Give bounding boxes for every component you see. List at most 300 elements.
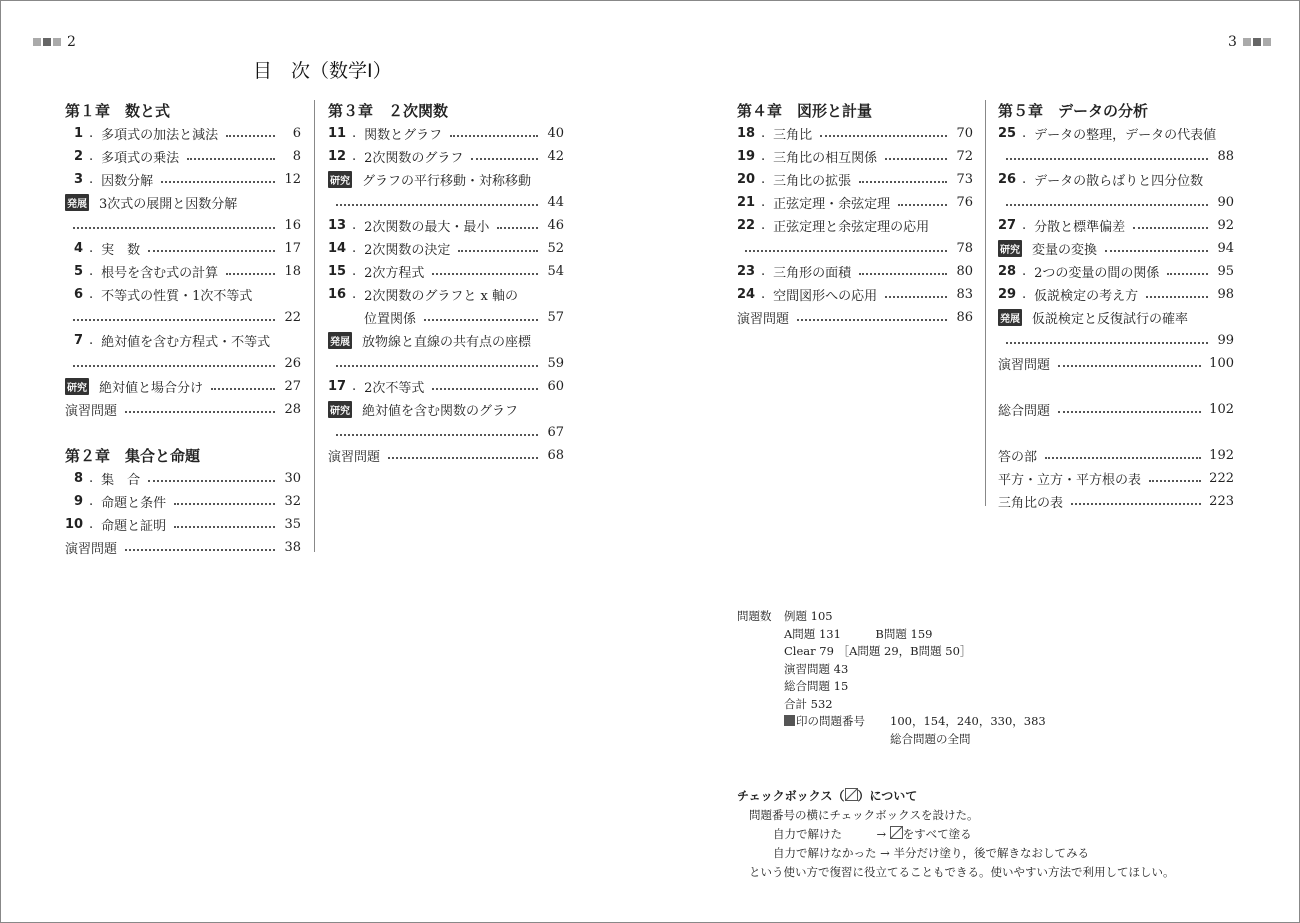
- entry-number: 16: [328, 287, 347, 302]
- entry-badge: 研究: [328, 401, 352, 418]
- toc-entry[interactable]: [998, 283, 1234, 306]
- entry-number: 24: [737, 287, 756, 302]
- entry-number: 23: [737, 264, 756, 279]
- toc-entry[interactable]: [328, 214, 564, 237]
- count-line: 演習問題 43: [784, 661, 849, 676]
- toc-continuation[interactable]: [328, 191, 564, 214]
- toc-continuation[interactable]: [328, 306, 564, 329]
- entry-number-dot: .: [89, 172, 94, 187]
- entry-page: 192: [1209, 448, 1234, 463]
- entry-number-dot: .: [352, 149, 357, 164]
- dot-leader: [211, 388, 275, 390]
- checkbox-icon: [890, 826, 903, 839]
- decorative-squares-icon: [1243, 38, 1271, 46]
- toc-entry[interactable]: [737, 283, 973, 306]
- entry-page: 88: [1217, 149, 1234, 164]
- toc-entry[interactable]: [328, 260, 564, 283]
- entry-number: 17: [328, 379, 347, 394]
- entry-number-dot: .: [89, 494, 94, 509]
- toc-entry[interactable]: [328, 168, 564, 191]
- dot-leader: [1006, 158, 1208, 160]
- dot-leader: [471, 158, 538, 160]
- entry-number-dot: .: [89, 471, 94, 486]
- toc-entry[interactable]: [998, 237, 1234, 260]
- entry-page: 94: [1217, 241, 1234, 256]
- dot-leader: [125, 411, 275, 413]
- entry-page: 86: [956, 310, 973, 325]
- toc-entry[interactable]: [328, 283, 564, 306]
- entry-number-dot: .: [352, 379, 357, 394]
- dot-leader: [432, 388, 538, 390]
- toc-entry[interactable]: [998, 467, 1234, 490]
- toc-entry[interactable]: [737, 122, 973, 145]
- toc-entry[interactable]: [998, 122, 1234, 145]
- entry-title: 絶対値と場合分け: [99, 381, 204, 396]
- entry-number-dot: .: [352, 218, 357, 233]
- entry-number: 2: [73, 149, 83, 164]
- toc-column-4: [998, 99, 1234, 513]
- toc-entry[interactable]: [65, 398, 301, 421]
- entry-number-dot: .: [761, 149, 766, 164]
- entry-title: 答の部: [998, 450, 1038, 465]
- toc-entry[interactable]: [65, 168, 301, 191]
- entry-number-dot: .: [761, 218, 766, 233]
- entry-page: 32: [284, 494, 301, 509]
- toc-entry[interactable]: [328, 444, 564, 467]
- note-title-a: チェックボックス（: [737, 789, 845, 803]
- entry-number: 14: [328, 241, 347, 256]
- entry-title: 2次方程式: [364, 266, 425, 281]
- toc-entry[interactable]: [65, 237, 301, 260]
- blank-row: [998, 421, 1234, 444]
- checkbox-note: [737, 787, 1175, 882]
- dot-leader: [187, 158, 275, 160]
- toc-entry[interactable]: [65, 513, 301, 536]
- entry-title: 2次関数の最大・最小: [364, 220, 490, 235]
- toc-entry[interactable]: [998, 352, 1234, 375]
- entry-title: 放物線と直線の共有点の座標: [362, 335, 532, 350]
- toc-entry[interactable]: [65, 375, 301, 398]
- entry-number: 9: [73, 494, 83, 509]
- dot-leader: [1105, 250, 1208, 252]
- toc-entry[interactable]: [998, 490, 1234, 513]
- entry-number-dot: .: [89, 126, 94, 141]
- toc-entry[interactable]: [998, 214, 1234, 237]
- entry-page: 95: [1217, 264, 1234, 279]
- entry-page: 26: [284, 356, 301, 371]
- toc-continuation[interactable]: [328, 352, 564, 375]
- chapter-heading: 第２章 集合と命題: [65, 447, 201, 465]
- toc-entry[interactable]: [65, 283, 301, 306]
- entry-number-dot: .: [1022, 218, 1027, 233]
- entry-page: 92: [1217, 218, 1234, 233]
- entry-title: 演習問題: [737, 312, 790, 327]
- dot-leader: [497, 227, 538, 229]
- toc-entry[interactable]: [328, 375, 564, 398]
- entry-title: 正弦定理と余弦定理の応用: [773, 220, 930, 235]
- entry-page: 52: [547, 241, 564, 256]
- dot-leader: [161, 181, 275, 183]
- dot-leader: [174, 503, 275, 505]
- marked-extra: 総合問題の全問: [890, 731, 971, 746]
- entry-number: 11: [328, 126, 347, 141]
- entry-title: 空間図形への応用: [773, 289, 878, 304]
- entry-number-dot: .: [89, 149, 94, 164]
- entry-page: 73: [956, 172, 973, 187]
- toc-column-1: [65, 99, 301, 559]
- entry-title: 多項式の加法と減法: [101, 128, 219, 143]
- toc-entry[interactable]: [737, 168, 973, 191]
- entry-title: 集 合: [101, 473, 141, 488]
- entry-number-dot: .: [89, 264, 94, 279]
- dot-leader: [336, 204, 538, 206]
- dot-leader: [226, 273, 275, 275]
- entry-number: 5: [73, 264, 83, 279]
- entry-number: 10: [65, 517, 84, 532]
- blank-row: [998, 375, 1234, 398]
- toc-continuation[interactable]: [65, 214, 301, 237]
- entry-title: 2次不等式: [364, 381, 425, 396]
- entry-title: データの散らばりと四分位数: [1034, 174, 1204, 189]
- entry-number-dot: .: [1022, 264, 1027, 279]
- toc-entry[interactable]: [737, 191, 973, 214]
- dot-leader: [226, 135, 275, 137]
- entry-badge: 発展: [328, 332, 352, 349]
- dot-leader: [1133, 227, 1208, 229]
- marked-label: 印の問題番号: [796, 714, 865, 728]
- toc-continuation[interactable]: [737, 237, 973, 260]
- toc-entry[interactable]: [65, 329, 301, 352]
- entry-number: 20: [737, 172, 756, 187]
- entry-badge: 発展: [65, 194, 89, 211]
- entry-badge: 研究: [998, 240, 1022, 257]
- entry-page: 80: [956, 264, 973, 279]
- chapter-heading: 第１章 数と式: [65, 102, 171, 120]
- entry-number: 22: [737, 218, 756, 233]
- entry-title: 平方・立方・平方根の表: [998, 473, 1142, 488]
- entry-page: 222: [1209, 471, 1234, 486]
- entry-title: 演習問題: [65, 404, 118, 419]
- entry-page: 76: [956, 195, 973, 210]
- toc-entry[interactable]: [65, 490, 301, 513]
- entry-page: 98: [1217, 287, 1234, 302]
- dot-leader: [148, 250, 275, 252]
- note-line2a: 自力で解けた →: [773, 827, 887, 841]
- checkbox-icon: [845, 788, 858, 801]
- toc-entry[interactable]: [737, 145, 973, 168]
- entry-number: 18: [737, 126, 756, 141]
- entry-page: 223: [1209, 494, 1234, 509]
- toc-entry[interactable]: [328, 398, 564, 421]
- dot-leader: [820, 135, 947, 137]
- entry-title: 正弦定理・余弦定理: [773, 197, 891, 212]
- entry-number: 12: [328, 149, 347, 164]
- entry-title: 2次関数のグラフ: [364, 151, 464, 166]
- entry-number: 21: [737, 195, 756, 210]
- dot-leader: [859, 181, 947, 183]
- entry-page: 6: [292, 126, 301, 141]
- entry-page: 42: [547, 149, 564, 164]
- count-line: 例題 105: [784, 609, 833, 623]
- note-line: という使い方で復習に役立てることもできる。使いやすい方法で利用してほしい。: [749, 865, 1175, 879]
- page-title: 目 次（数学Ⅰ）: [253, 60, 392, 82]
- entry-page: 38: [284, 540, 301, 555]
- entry-number-dot: .: [761, 264, 766, 279]
- toc-entry[interactable]: [65, 191, 301, 214]
- entry-page: 54: [547, 264, 564, 279]
- entry-title: 三角比の相互関係: [773, 151, 878, 166]
- entry-title: 2つの変量の間の関係: [1034, 266, 1160, 281]
- note-line2b: をすべて塗る: [902, 827, 972, 841]
- entry-title: 2次関数のグラフと x 軸の: [364, 289, 519, 304]
- dot-leader: [1071, 503, 1201, 505]
- toc-entry[interactable]: [65, 122, 301, 145]
- dot-leader: [458, 250, 538, 252]
- entry-number-dot: .: [1022, 172, 1027, 187]
- dot-leader: [1045, 457, 1201, 459]
- problem-counts-label: 問題数: [737, 609, 772, 623]
- entry-number: 4: [73, 241, 83, 256]
- entry-number-dot: .: [761, 172, 766, 187]
- dot-leader: [336, 365, 538, 367]
- entry-page: 40: [547, 126, 564, 141]
- toc-entry[interactable]: [328, 329, 564, 352]
- entry-title: 命題と証明: [101, 519, 167, 534]
- entry-number-dot: .: [761, 287, 766, 302]
- marked-numbers: 100，154，240，330，383: [890, 714, 1046, 728]
- chapter-heading: 第４章 図形と計量: [737, 102, 873, 120]
- dot-leader: [1167, 273, 1208, 275]
- entry-number: 8: [73, 471, 83, 486]
- entry-title: 仮説検定の考え方: [1034, 289, 1139, 304]
- entry-page: 67: [547, 425, 564, 440]
- toc-entry[interactable]: [737, 260, 973, 283]
- right-page-num-text: 3: [1228, 34, 1237, 50]
- dot-leader: [1058, 365, 1201, 367]
- entry-title: 実 数: [101, 243, 141, 258]
- entry-number-dot: .: [352, 126, 357, 141]
- entry-number-dot: .: [761, 195, 766, 210]
- entry-page: 18: [284, 264, 301, 279]
- entry-number-dot: .: [352, 287, 357, 302]
- entry-number: 3: [73, 172, 83, 187]
- entry-title: 根号を含む式の計算: [101, 266, 219, 281]
- column-divider: [985, 100, 986, 506]
- dot-leader: [885, 158, 947, 160]
- entry-page: 22: [284, 310, 301, 325]
- toc-continuation[interactable]: [998, 145, 1234, 168]
- entry-page: 8: [292, 149, 301, 164]
- toc-continuation[interactable]: [65, 306, 301, 329]
- dot-leader: [148, 480, 275, 482]
- entry-page: 12: [284, 172, 301, 187]
- toc-entry[interactable]: [65, 467, 301, 490]
- entry-page: 30: [284, 471, 301, 486]
- entry-title: 多項式の乗法: [101, 151, 180, 166]
- dot-leader: [1006, 204, 1208, 206]
- dot-leader: [125, 549, 275, 551]
- left-page-number: [33, 34, 76, 50]
- entry-number-dot: .: [89, 517, 94, 532]
- entry-number: 1: [73, 126, 83, 141]
- decorative-squares-icon: [33, 38, 61, 46]
- dot-leader: [1058, 411, 1201, 413]
- entry-number: 26: [998, 172, 1017, 187]
- toc-entry[interactable]: [737, 306, 973, 329]
- dot-leader: [336, 434, 538, 436]
- entry-number: 19: [737, 149, 756, 164]
- toc-entry[interactable]: [328, 145, 564, 168]
- entry-title: 三角比の表: [998, 496, 1064, 511]
- dot-leader: [450, 135, 538, 137]
- note-line: 問題番号の横にチェックボックスを設けた。: [749, 808, 979, 822]
- dot-leader: [745, 250, 947, 252]
- chapter-heading: 第５章 データの分析: [998, 102, 1149, 120]
- pencil-mark-icon: [784, 715, 795, 726]
- dot-leader: [885, 296, 947, 298]
- problem-counts: [737, 608, 1046, 748]
- toc-entry[interactable]: [998, 260, 1234, 283]
- entry-title: 命題と条件: [101, 496, 167, 511]
- entry-number: 27: [998, 218, 1017, 233]
- entry-number: 28: [998, 264, 1017, 279]
- entry-page: 59: [547, 356, 564, 371]
- toc-entry[interactable]: [998, 168, 1234, 191]
- dot-leader: [797, 319, 947, 321]
- chapter-heading: 第３章 ２次関数: [328, 102, 449, 120]
- entry-title: 因数分解: [101, 174, 154, 189]
- toc-column-3: [737, 99, 973, 329]
- entry-number-dot: .: [352, 264, 357, 279]
- note-line: [737, 825, 1175, 844]
- entry-badge: 研究: [328, 171, 352, 188]
- blank-row: [65, 421, 301, 444]
- dot-leader: [73, 319, 275, 321]
- entry-title: 絶対値を含む関数のグラフ: [362, 404, 519, 419]
- entry-number-dot: .: [89, 333, 94, 348]
- entry-number: 6: [73, 287, 83, 302]
- entry-page: 100: [1209, 356, 1234, 371]
- entry-number-dot: .: [1022, 287, 1027, 302]
- entry-page: 68: [547, 448, 564, 463]
- entry-number: 13: [328, 218, 347, 233]
- entry-title: 演習問題: [328, 450, 381, 465]
- count-line: 合計 532: [784, 696, 833, 711]
- toc-column-2: [328, 99, 564, 467]
- count-line: Clear 79 ［A問題 29，B問題 50］: [784, 644, 972, 658]
- entry-number-dot: .: [352, 241, 357, 256]
- entry-page: 17: [284, 241, 301, 256]
- toc-entry[interactable]: [737, 214, 973, 237]
- toc-continuation[interactable]: [65, 352, 301, 375]
- dot-leader: [73, 227, 275, 229]
- toc-continuation[interactable]: [998, 191, 1234, 214]
- entry-page: 60: [547, 379, 564, 394]
- toc-entry[interactable]: [328, 122, 564, 145]
- entry-page: 72: [956, 149, 973, 164]
- entry-badge: 発展: [998, 309, 1022, 326]
- note-line: 自力で解けなかった → 半分だけ塗り，後で解きなおしてみる: [773, 846, 1089, 860]
- entry-number-dot: .: [89, 241, 94, 256]
- entry-page: 78: [956, 241, 973, 256]
- count-line: 総合問題 15: [784, 679, 849, 693]
- entry-page: 70: [956, 126, 973, 141]
- right-page-number: [1228, 34, 1271, 50]
- entry-page: 83: [956, 287, 973, 302]
- checkbox-note-title: [737, 787, 1175, 806]
- entry-number: 15: [328, 264, 347, 279]
- entry-number-dot: .: [761, 126, 766, 141]
- entry-title: 分散と標準偏差: [1034, 220, 1126, 235]
- toc-entry[interactable]: [328, 237, 564, 260]
- toc-entry[interactable]: [998, 306, 1234, 329]
- entry-badge: 研究: [65, 378, 89, 395]
- entry-title: 3次式の展開と因数分解: [99, 197, 238, 212]
- entry-title: 関数とグラフ: [364, 128, 443, 143]
- entry-number: 25: [998, 126, 1017, 141]
- entry-page: 27: [284, 379, 301, 394]
- entry-page: 35: [284, 517, 301, 532]
- entry-page: 16: [284, 218, 301, 233]
- entry-number-dot: .: [1022, 126, 1027, 141]
- entry-page: 44: [547, 195, 564, 210]
- entry-title: 演習問題: [998, 358, 1051, 373]
- dot-leader: [432, 273, 538, 275]
- toc-continuation[interactable]: [998, 329, 1234, 352]
- entry-page: 46: [547, 218, 564, 233]
- dot-leader: [898, 204, 947, 206]
- toc-entry[interactable]: [65, 536, 301, 559]
- entry-title: 変量の変換: [1032, 243, 1098, 258]
- dot-leader: [1006, 342, 1208, 344]
- entry-title: 三角形の面積: [773, 266, 852, 281]
- dot-leader: [174, 526, 275, 528]
- entry-number: 29: [998, 287, 1017, 302]
- entry-number-dot: .: [89, 287, 94, 302]
- toc-entry[interactable]: [998, 444, 1234, 467]
- toc-entry[interactable]: [998, 398, 1234, 421]
- count-line: A問題 131 B問題 159: [784, 626, 933, 641]
- entry-title: 2次関数の決定: [364, 243, 451, 258]
- entry-title: 総合問題: [998, 404, 1051, 419]
- entry-title: データの整理，データの代表値: [1034, 128, 1217, 143]
- dot-leader: [859, 273, 947, 275]
- dot-leader: [424, 319, 538, 321]
- dot-leader: [1146, 296, 1208, 298]
- toc-continuation[interactable]: [328, 421, 564, 444]
- entry-page: 57: [547, 310, 564, 325]
- entry-page: 28: [284, 402, 301, 417]
- dot-leader: [388, 457, 538, 459]
- entry-page: 102: [1209, 402, 1234, 417]
- entry-page: 90: [1217, 195, 1234, 210]
- column-divider: [314, 100, 315, 552]
- entry-page: 99: [1217, 333, 1234, 348]
- toc-entry[interactable]: [65, 145, 301, 168]
- entry-title: 三角比の拡張: [773, 174, 852, 189]
- entry-title: 位置関係: [364, 312, 417, 327]
- toc-entry[interactable]: [65, 260, 301, 283]
- entry-title: グラフの平行移動・対称移動: [362, 174, 532, 189]
- entry-title: 演習問題: [65, 542, 118, 557]
- note-title-b: ）について: [857, 789, 918, 803]
- entry-number: 7: [73, 333, 83, 348]
- entry-title: 三角比: [773, 128, 813, 143]
- entry-title: 絶対値を含む方程式・不等式: [101, 335, 271, 350]
- dot-leader: [1149, 480, 1201, 482]
- left-page-num-text: 2: [67, 34, 76, 50]
- dot-leader: [73, 365, 275, 367]
